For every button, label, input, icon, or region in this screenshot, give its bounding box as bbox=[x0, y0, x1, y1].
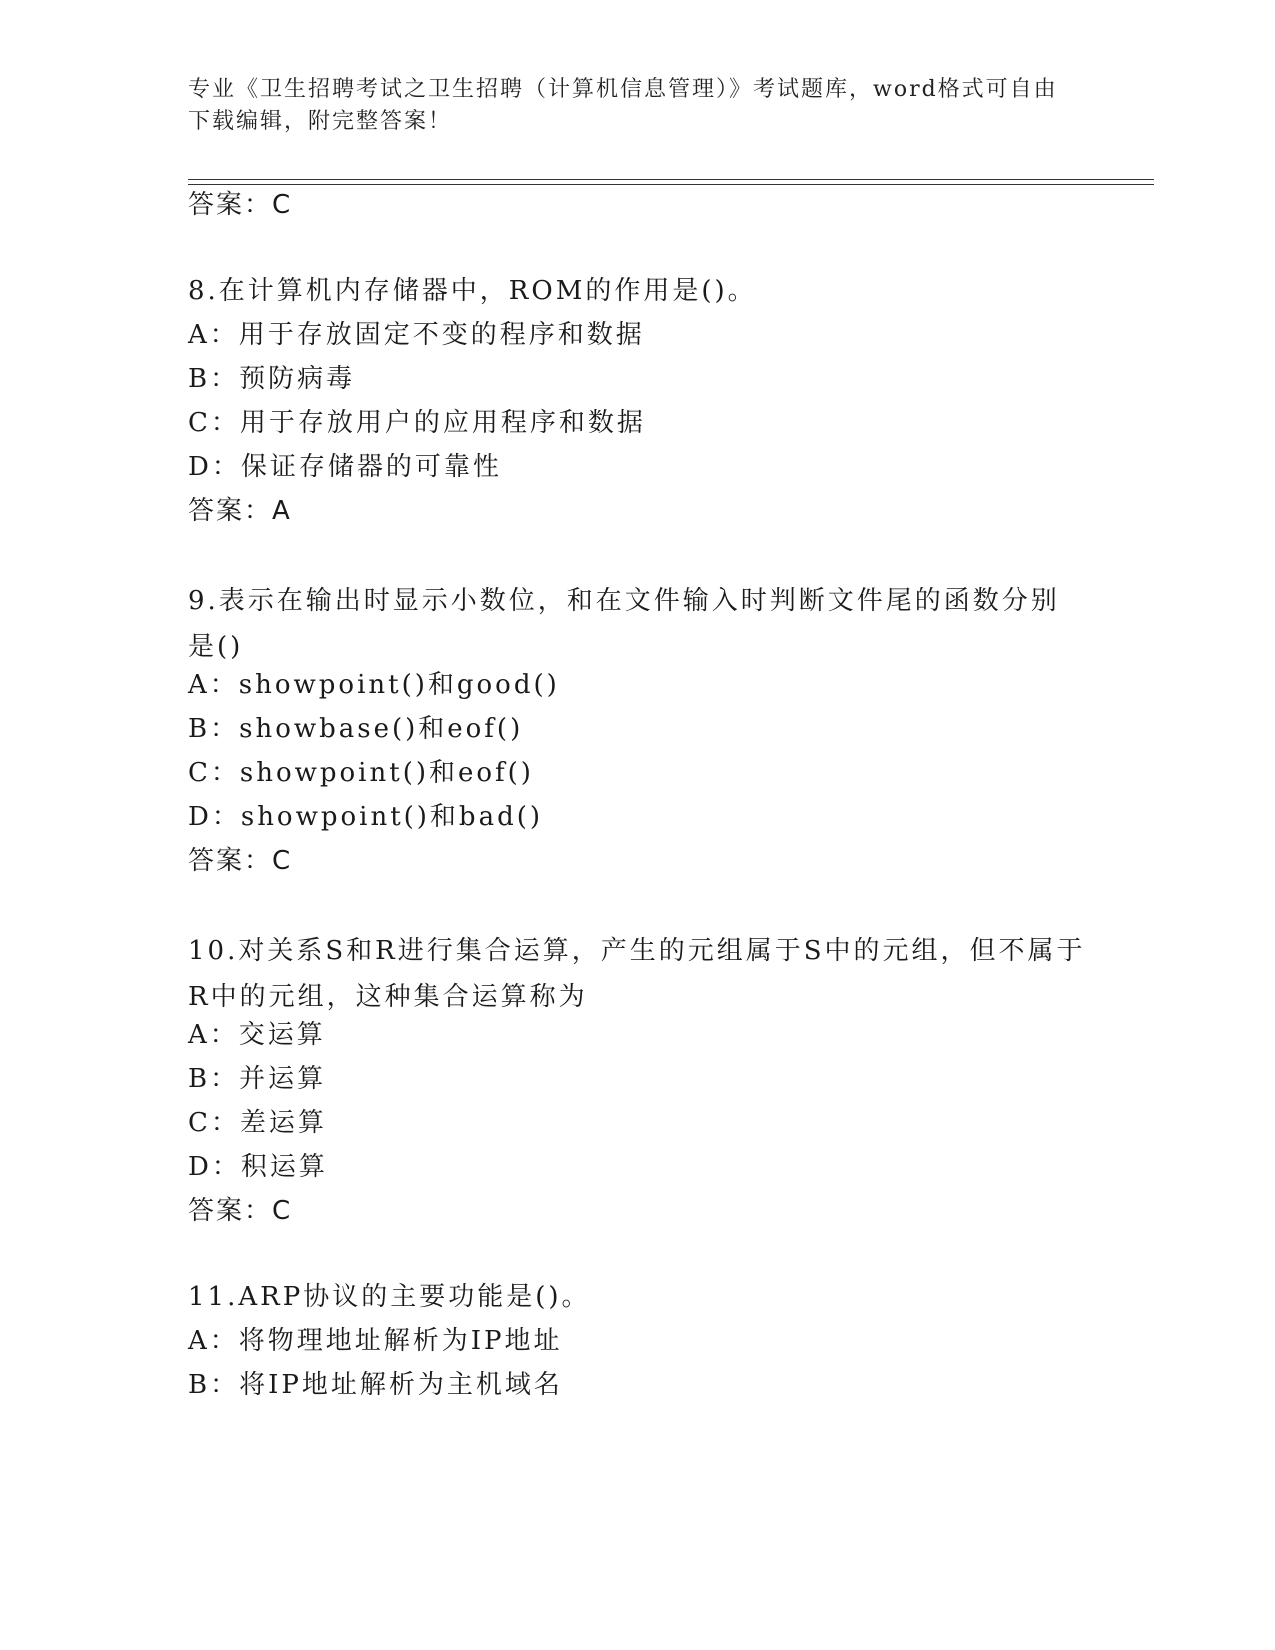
question-10-option-a: A：交运算 bbox=[188, 1020, 326, 1050]
header-rule-bottom bbox=[188, 184, 1154, 185]
question-8-option-a: A：用于存放固定不变的程序和数据 bbox=[188, 320, 645, 350]
question-9-option-a: A：showpoint()和good() bbox=[188, 670, 560, 700]
question-10-answer: 答案：C bbox=[188, 1196, 293, 1226]
question-8-option-d: D：保证存储器的可靠性 bbox=[188, 452, 502, 482]
previous-answer: 答案：C bbox=[188, 190, 293, 220]
question-10-option-d: D：积运算 bbox=[188, 1152, 328, 1182]
question-10-option-b: B：并运算 bbox=[188, 1064, 327, 1094]
question-11-option-a: A：将物理地址解析为IP地址 bbox=[188, 1326, 563, 1356]
question-9-stem: 9.表示在输出时显示小数位，和在文件输入时判断文件尾的函数分别是() bbox=[188, 586, 1060, 662]
question-9-answer: 答案：C bbox=[188, 846, 293, 876]
question-10-stem: 10.对关系S和R进行集合运算，产生的元组属于S中的元组，但不属于R中的元组，这种集合运算称为 bbox=[188, 936, 1086, 1012]
question-8-stem: 8.在计算机内存储器中，ROM的作用是()。 bbox=[188, 276, 757, 306]
question-10-option-c: C：差运算 bbox=[188, 1108, 327, 1138]
question-11-option-b: B：将IP地址解析为主机域名 bbox=[188, 1370, 563, 1400]
question-8-option-b: B：预防病毒 bbox=[188, 364, 356, 394]
question-8-answer: 答案：A bbox=[188, 496, 292, 526]
question-9-option-c: C：showpoint()和eof() bbox=[188, 758, 534, 788]
question-11-stem: 11.ARP协议的主要功能是()。 bbox=[188, 1282, 591, 1312]
question-9-option-d: D：showpoint()和bad() bbox=[188, 802, 544, 832]
header-rule-top bbox=[188, 179, 1154, 180]
question-8-option-c: C：用于存放用户的应用程序和数据 bbox=[188, 408, 646, 438]
question-9-option-b: B：showbase()和eof() bbox=[188, 714, 524, 744]
header-note: 专业《卫生招聘考试之卫生招聘（计算机信息管理）》考试题库，word格式可自由下载编辑，附完整答案！ bbox=[188, 77, 1058, 134]
